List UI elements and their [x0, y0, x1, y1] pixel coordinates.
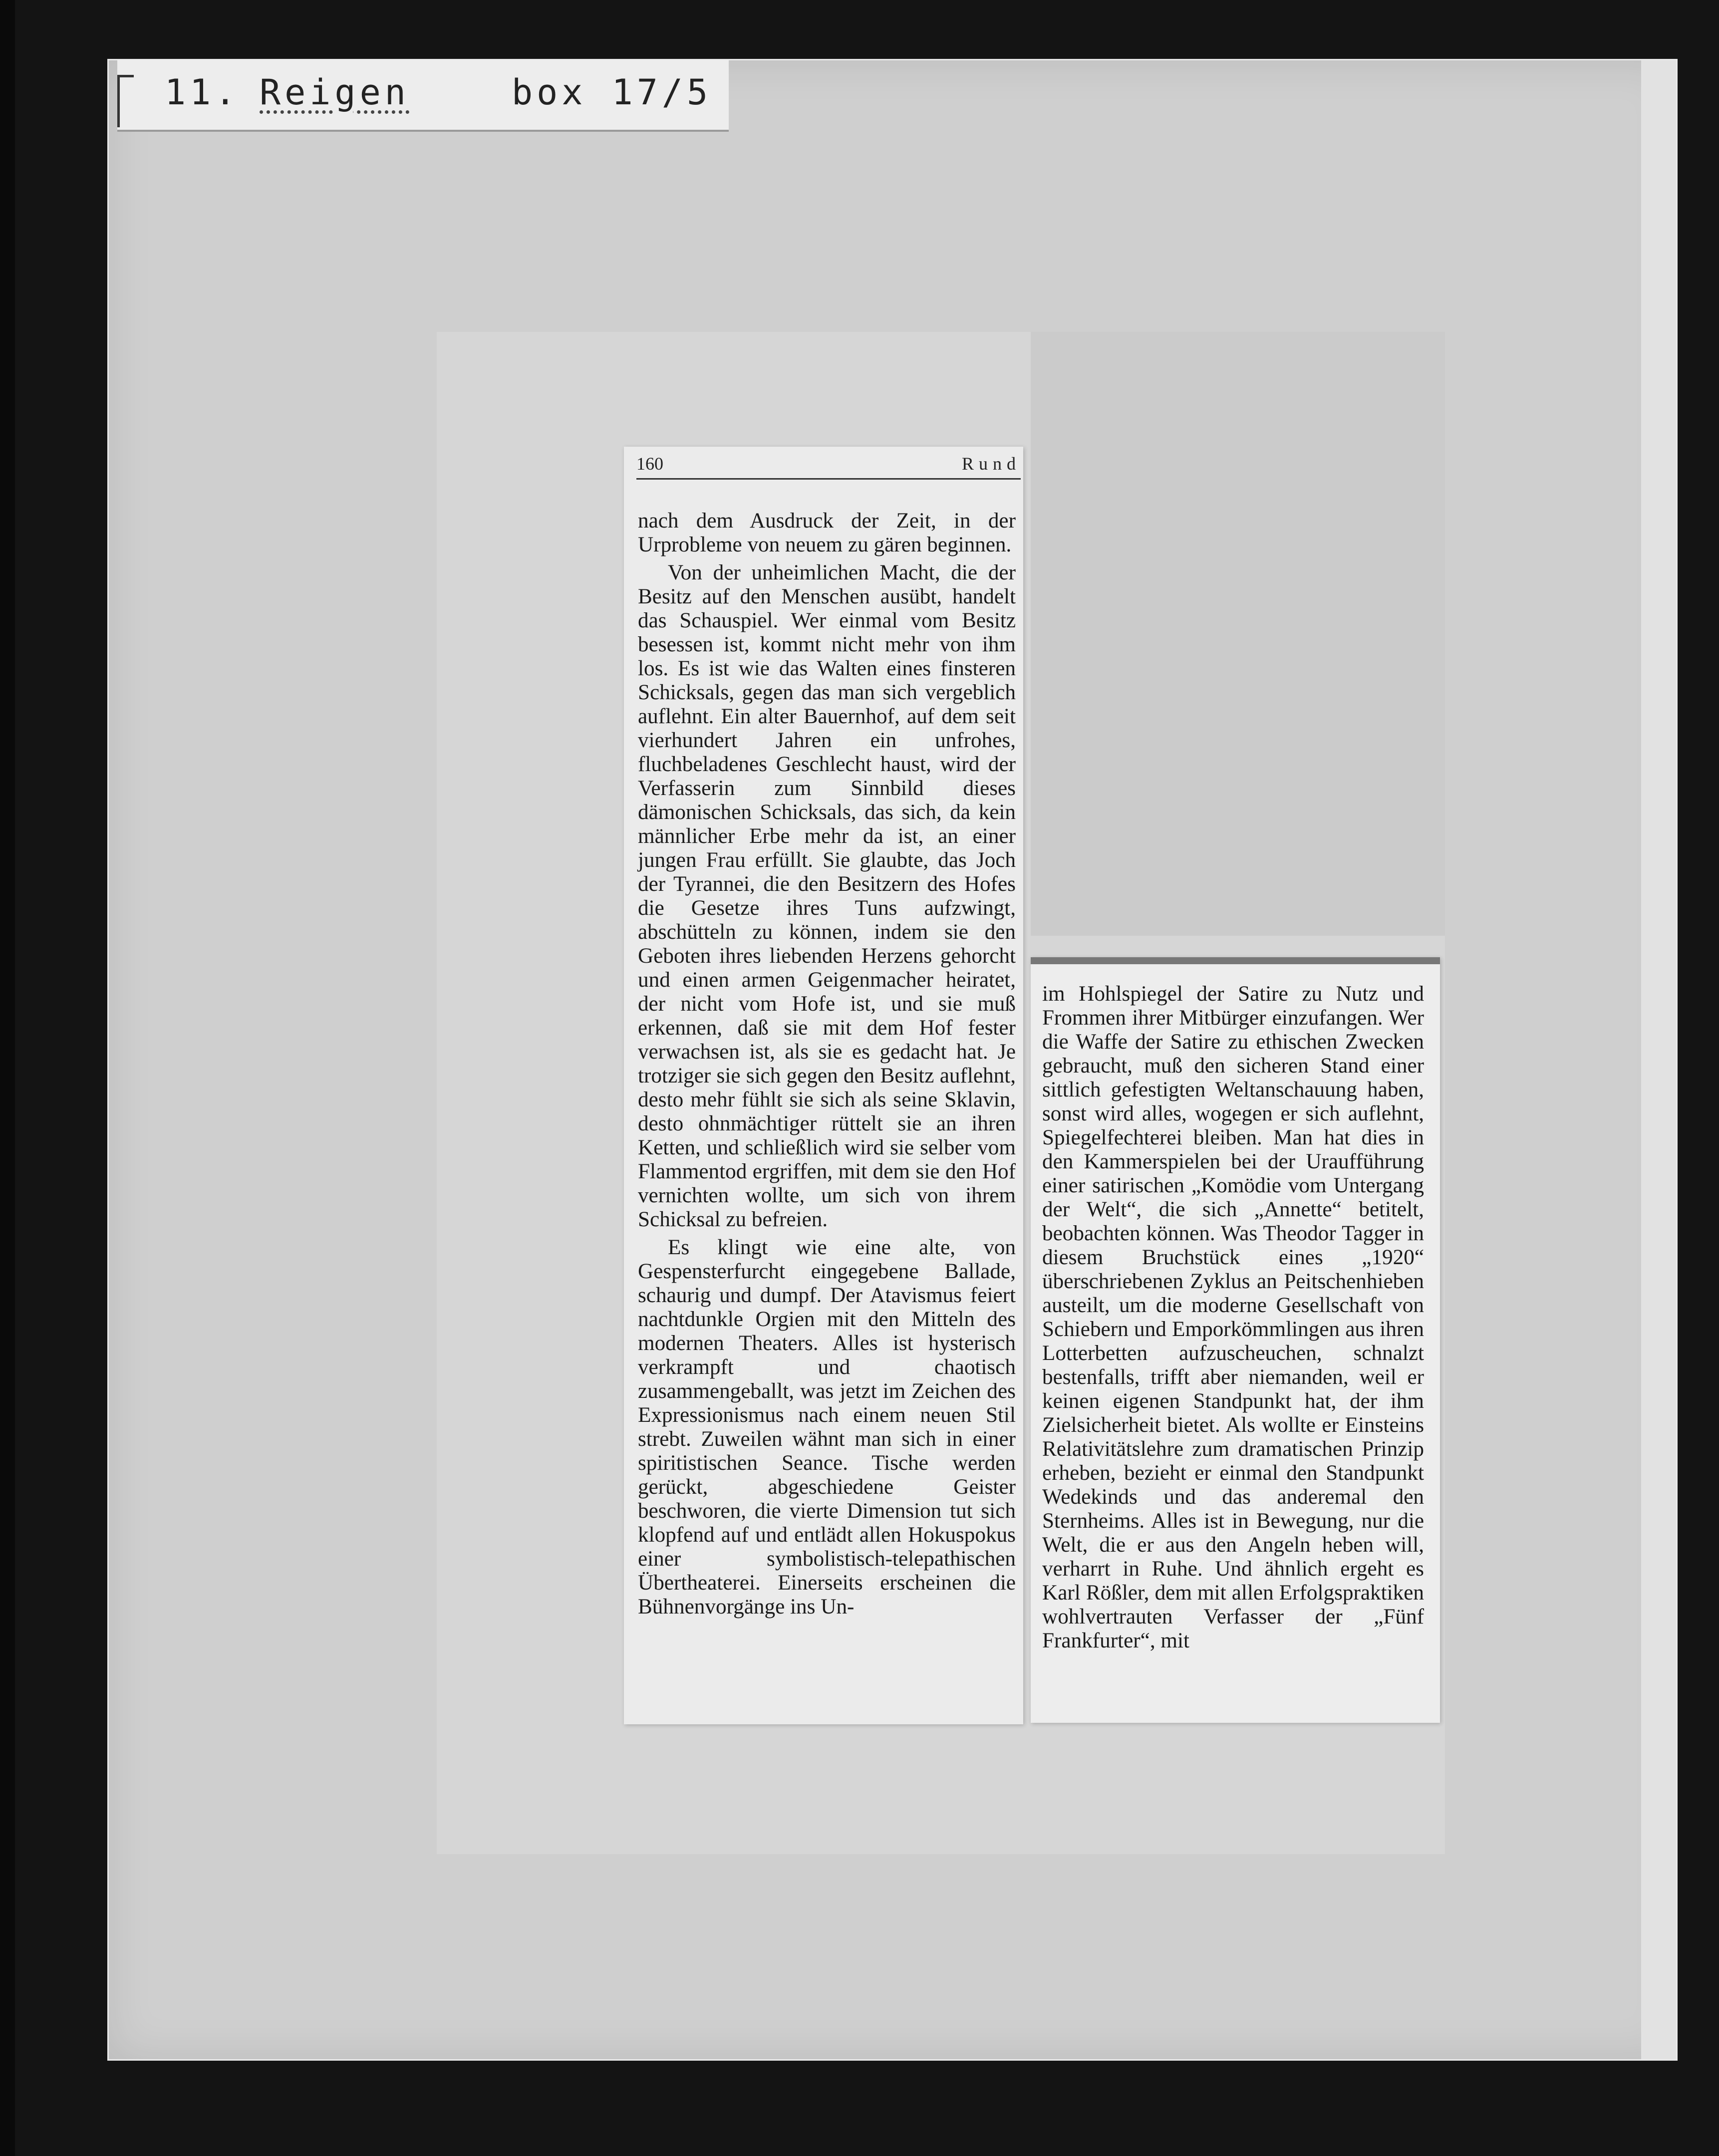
clipping-page-header: [636, 453, 1021, 480]
paragraph: Es klingt wie eine alte, von Gespensterfurcht eingegebene Ballade, schaurig und dumpf. Der Atavismus feiert nachtdunkle Orgien mit den Mitteln des modernen Theaters. Alles ist hysterisch verkrampft und chaotisch zusammengeballt, was jetzt im Zeichen des Expressionismus nach einem neuen Stil strebt. Zuweilen wähnt man sich in einer spiritistischen Seance. Tische werden gerückt, abgeschiedene Geister beschworen, die vierte Dimension tut sich klopfend auf und entlädt allen Hokuspokus einer symbolistisch-telepathischen Übertheaterei. Einerseits erscheinen die Bühnenvorgänge ins Un-: [638, 1236, 1016, 1618]
paragraph: nach dem Ausdruck der Zeit, in der Urprobleme von neuem zu gären beginnen.: [638, 509, 1016, 556]
sheet-edge: [1641, 60, 1676, 2059]
article-column-right: [1042, 982, 1424, 1657]
paragraph: im Hohlspiegel der Satire zu Nutz und Frommen ihrer Mitbürger einzufangen. Wer die Waffe der Satire zu ethischen Zwecken gebraucht, muß den sicheren Stand einer sittlich gefestigten Weltanschauung haben, sonst wird alles, wogegen er sich auflehnt, Spiegelfechterei bleiben. Man hat dies in den Kammerspielen bei der Uraufführung einer satirischen „Komödie vom Untergang der Welt“, die sich „Annette“ betitelt, beobachten können. Was Theodor Tagger in diesem Bruchstück eines „1920“ überschriebenen Zyklus an Peitschenhieben austeilt, um die moderne Gesellschaft von Schiebern und Emporkömmlingen aus ihren Lotterbetten aufzuscheuchen, schnalzt bestenfalls, trifft aber niemanden, weil er keinen eigenen Standpunkt hat, der ihm Zielsicherheit bietet. Als wollte er Einsteins Relativitätslehre zum dramatischen Prinzip erheben, bezieht er einmal den Standpunkt Wedekinds und das anderemal den Sternheims. Alles ist in Bewegung, nur die Welt, die er aus den Angeln heben will, verharrt in Ruhe. Und ähnlich ergeht es Karl Rößler, dem mit allen Erfolgspraktiken wohlvertrauten Verfasser der „Fünf Frankfurter“, mit: [1042, 982, 1424, 1652]
archive-label: [117, 60, 729, 132]
page-number: 160: [636, 454, 663, 474]
bracket-mark: [117, 75, 134, 127]
running-head: Rund: [961, 454, 1021, 474]
paragraph: Von der unheimlichen Macht, die der Besitz auf den Menschen ausübt, handelt das Schauspiel. Wer einmal vom Besitz besessen ist, kommt nicht mehr von ihm los. Es ist wie das Walten eines finsteren Schicksals, gegen das man sich vergeblich auflehnt. Ein alter Bauernhof, auf dem seit vierhundert Jahren ein unfrohes, fluchbeladenes Geschlecht haust, wird der Verfasserin zum Sinnbild dieses dämonischen Schicksals, das sich, da kein männlicher Erbe mehr da ist, an einer jungen Frau erfüllt. Sie glaubte, das Joch der Tyrannei, die den Besitzern des Hofes die Gesetze ihres Tuns aufzwingt, abschütteln zu können, indem sie den Geboten ihres liebenden Herzens gehorcht und einen armen Geigenmacher heiratet, der nicht vom Hofe ist, und sie muß erkennen, daß sie mit dem Hof fester verwachsen ist, als sie es gedacht hat. Je trotziger sie sich gegen den Besitz auflehnt, desto mehr fühlt sie sich als seine Sklavin, desto ohnmächtiger rüttelt sie an ihren Ketten, und schließlich wird sie selber vom Flammentod ergriffen, mit dem sie den Hof vernichten wollte, um sich von ihrem Schicksal zu befreien.: [638, 561, 1016, 1231]
label-box-reference: box 17/5: [512, 72, 712, 113]
film-edge: [0, 0, 15, 2156]
label-title: Reigen: [260, 72, 410, 113]
backing-shadow: [1031, 332, 1445, 936]
article-column-left: [638, 509, 1016, 1623]
label-number: 11.: [165, 72, 240, 113]
